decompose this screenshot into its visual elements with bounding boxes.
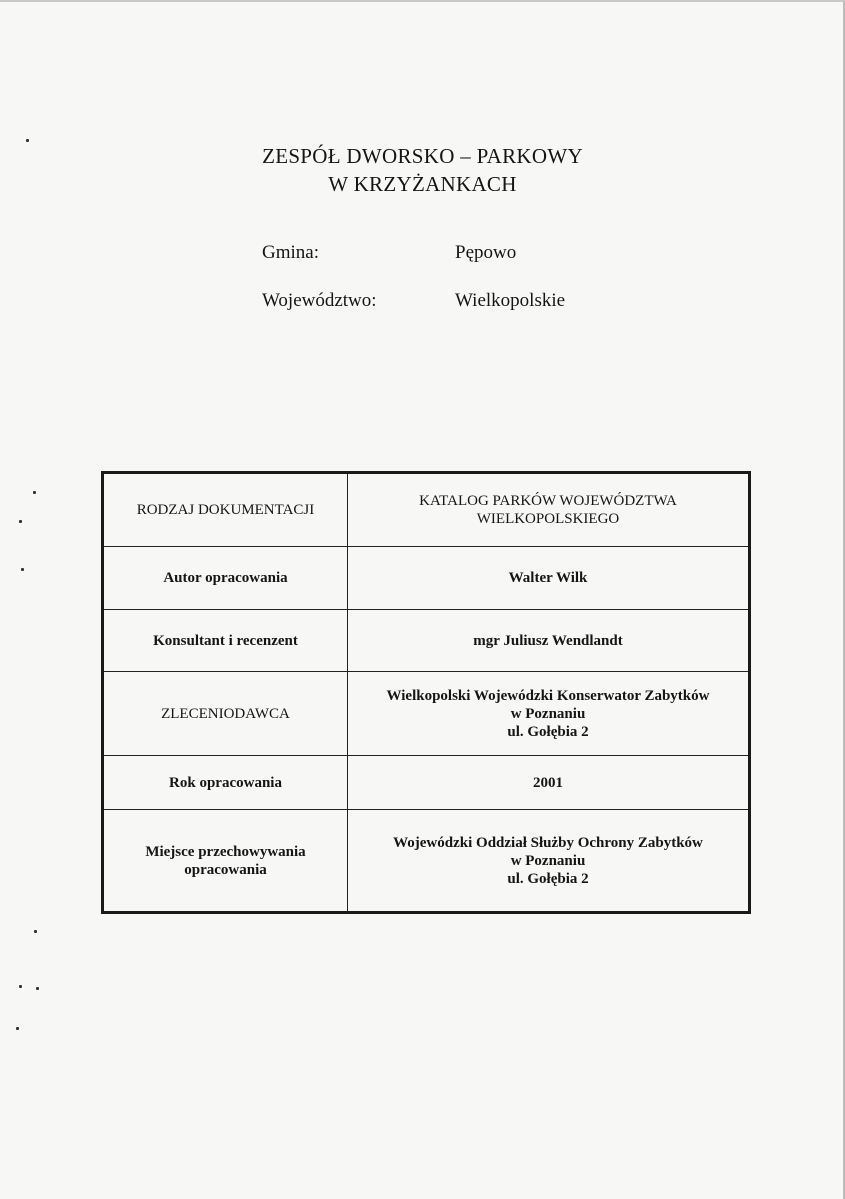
scan-speck: [34, 930, 37, 933]
value-line: ul. Gołębia 2: [507, 723, 589, 740]
row-value-konsultant: mgr Juliusz Wendlandt: [348, 610, 750, 672]
value-line: Wojewódzki Oddział Służby Ochrony Zabytków: [393, 834, 703, 851]
title-line-2: W KRZYŻANKACH: [328, 172, 517, 196]
title-line-1: ZESPÓŁ DWORSKO – PARKOWY: [262, 144, 583, 168]
wojewodztwo-label: Województwo:: [262, 290, 377, 311]
table-row: [103, 756, 750, 810]
scan-speck: [16, 1027, 19, 1030]
row-label-autor: Autor opracowania: [103, 547, 348, 610]
row-value-zleceniodawca: [348, 672, 750, 756]
value-line: ul. Gołębia 2: [507, 870, 589, 887]
value-line: w Poznaniu: [510, 705, 586, 722]
scan-speck: [21, 568, 24, 571]
row-label-miejsce: [103, 810, 348, 913]
label-line: Miejsce przechowywania: [145, 843, 306, 860]
row-value-miejsce: [348, 810, 750, 913]
row-label-zleceniodawca: ZLECENIODAWCA: [103, 672, 348, 756]
document-title: [0, 142, 845, 198]
scan-speck: [19, 985, 22, 988]
value-line: KATALOG PARKÓW WOJEWÓDZTWA: [419, 493, 677, 509]
gmina-label: Gmina:: [262, 242, 319, 263]
table-row: [103, 547, 750, 610]
row-value-autor: Walter Wilk: [348, 547, 750, 610]
scan-speck: [26, 139, 29, 142]
label-line: opracowania: [184, 861, 267, 878]
scan-speck: [19, 520, 22, 523]
value-line: WIELKOPOLSKIEGO: [476, 511, 620, 527]
table-row: [103, 610, 750, 672]
table-row: [103, 672, 750, 756]
scan-speck: [36, 987, 39, 990]
row-value-rodzaj: [348, 473, 750, 547]
row-label-rok: Rok opracowania: [103, 756, 348, 810]
row-value-rok: 2001: [348, 756, 750, 810]
wojewodztwo-value: Wielkopolskie: [455, 290, 566, 311]
documentation-table: [101, 471, 751, 914]
row-label-rodzaj: RODZAJ DOKUMENTACJI: [103, 473, 348, 547]
gmina-value: Pępowo: [455, 242, 517, 263]
table-row: [103, 810, 750, 913]
value-line: Wielkopolski Wojewódzki Konserwator Zabytków: [386, 687, 710, 704]
scan-speck: [33, 491, 36, 494]
table-row: [103, 473, 750, 547]
row-label-konsultant: Konsultant i recenzent: [103, 610, 348, 672]
value-line: w Poznaniu: [510, 852, 586, 869]
